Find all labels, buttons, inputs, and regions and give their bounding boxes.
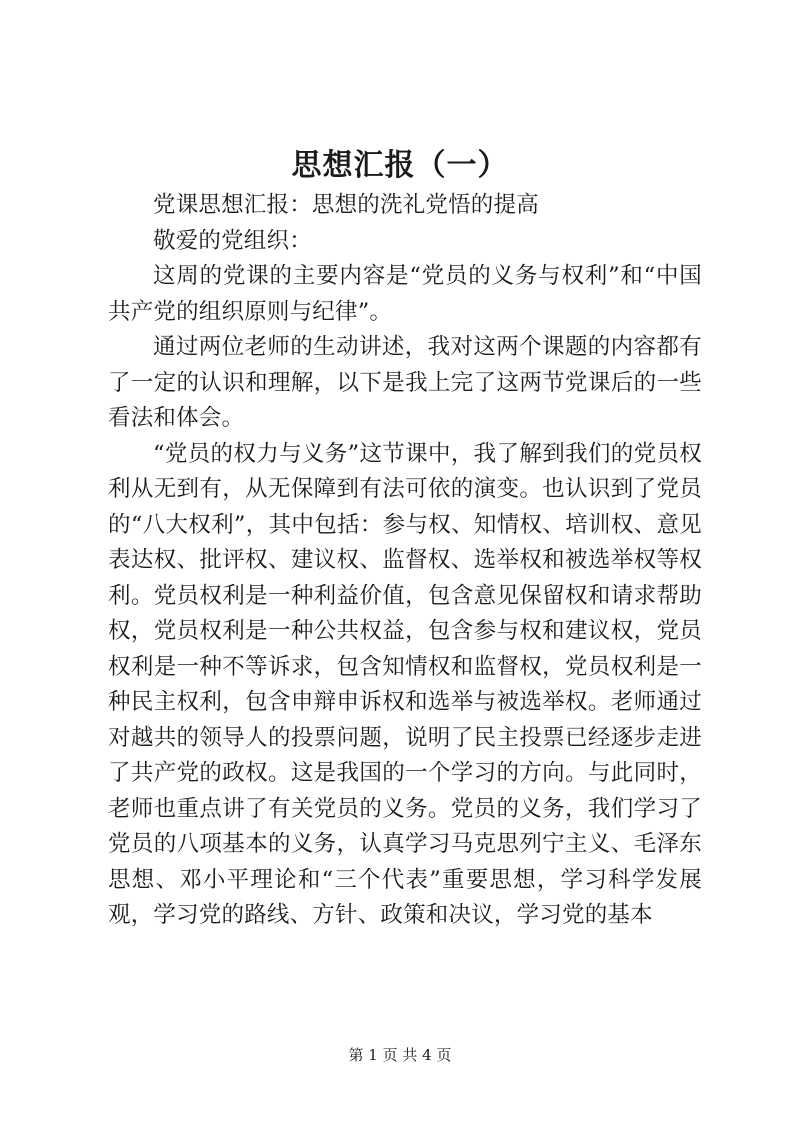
paragraph: “党员的权力与义务”这节课中，我了解到我们的党员权利从无到有，从无保障到有法可依的演变。也认识到了党员的“八大权利”，其中包括：参与权、知情权、培训权、意见表达权、批评权、建议权、监督权、选举权和被选举权等权利。党员权利是一种利益价值，包含意见保留权和请求帮助权，党员权利是一种公共权益，包含参与权和建议权，党员权利是一种不等诉求，包含知情权和监督权，党员权利是一种民主权利，包含申辩申诉权和选举与被选举权。老师通过对越共的领导人的投票问题，说明了民主投票已经逐步走进了共产党的政权。这是我国的一个学习的方向。与此同时，老师也重点讲了有关党员的义务。党员的义务，我们学习了党员的八项基本的义务，认真学习马克思列宁主义、毛泽东思想、邓小平理论和“三个代表”重要思想，学习科学发展观，学习党的路线、方针、政策和决议，学习党的基本 xyxy=(108,440,702,928)
page-footer: 第 1 页 共 4 页 xyxy=(348,1046,452,1064)
paragraph: 通过两位老师的生动讲述，我对这两个课题的内容都有了一定的认识和理解，以下是我上完了这两节党课后的一些看法和体会。 xyxy=(108,334,702,431)
document-body xyxy=(108,188,702,934)
paragraph-salutation: 敬爱的党组织： xyxy=(153,227,312,254)
paragraph-subtitle: 党课思想汇报：思想的洗礼党悟的提高 xyxy=(153,192,539,218)
document-title: 思想汇报（一） xyxy=(291,148,509,183)
paragraph: 这周的党课的主要内容是“党员的义务与权利”和“中国共产党的组织原则与纪律”。 xyxy=(108,263,702,325)
